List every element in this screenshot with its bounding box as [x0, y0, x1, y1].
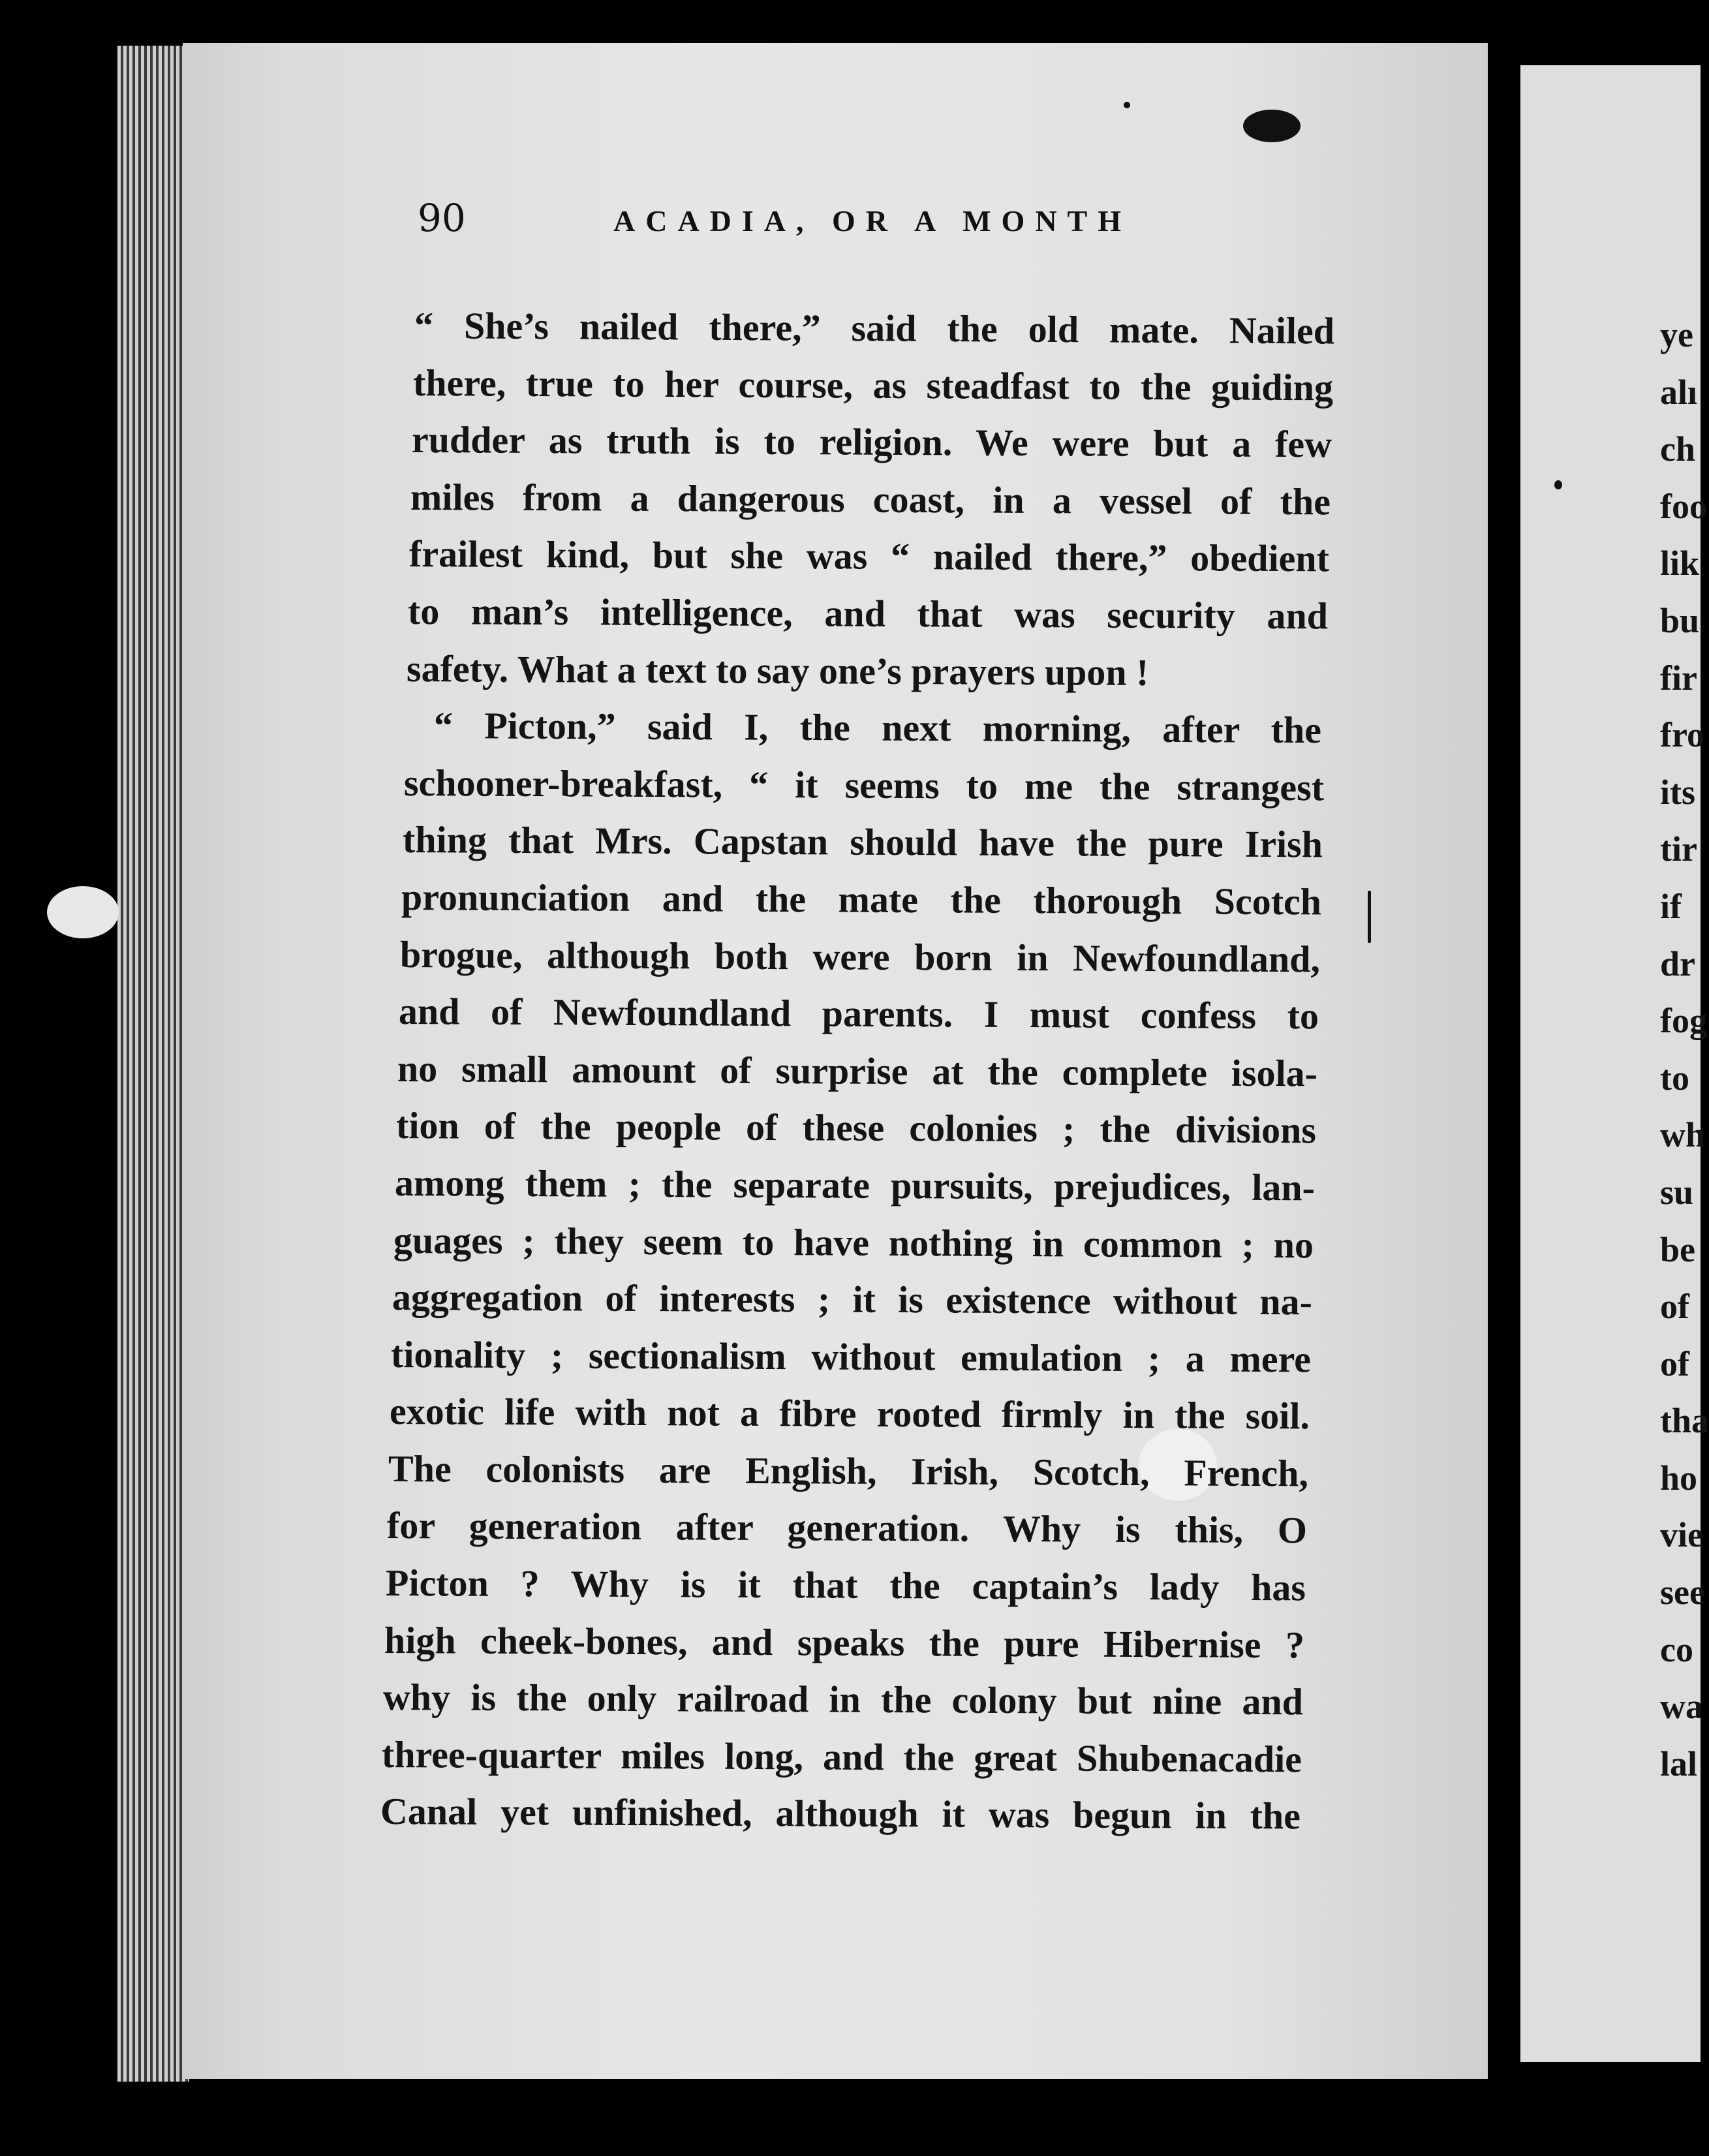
text-line: Picton ? Why is it that the captain’s lady has [385, 1562, 1306, 1609]
text-fragment: of [1660, 1344, 1689, 1383]
page-edges [117, 46, 189, 2082]
text-line: exotic life with not a fibre rooted firmly in the soil. [389, 1390, 1310, 1438]
text-fragment: su [1660, 1172, 1694, 1212]
ink-dot [1554, 480, 1562, 489]
text-fragment: bu [1660, 600, 1700, 640]
text-line: “ She’s nailed there,” said the old mate. Nailed [414, 304, 1335, 352]
text-fragment: ye [1660, 315, 1693, 354]
text-line: high cheek-bones, and speaks the pure Hibernise ? [384, 1618, 1305, 1667]
body-text [380, 297, 1335, 1840]
text-fragment: alı [1660, 372, 1698, 412]
text-fragment: foo [1660, 486, 1707, 526]
text-line: tionality ; sectionalism without emulation ; a mere [390, 1332, 1312, 1381]
running-head: ACADIA, OR A MONTH [613, 204, 1132, 238]
text-line: aggregation of interests ; it is existence without na- [392, 1276, 1313, 1323]
text-line: among them ; the separate pursuits, prejudices, lan- [394, 1161, 1316, 1209]
text-line: guages ; they seem to have nothing in common ; no [393, 1218, 1314, 1266]
text-fragment: be [1660, 1229, 1695, 1269]
text-fragment: to [1660, 1058, 1689, 1098]
text-line: The colonists are English, Irish, Scotch, French, [388, 1447, 1309, 1495]
text-line: brogue, although both were born in Newfoundland, [399, 932, 1321, 980]
text-line: “ Picton,” said I, the next morning, after the [433, 704, 1322, 752]
text-fragment: fog [1660, 1001, 1707, 1041]
text-line: schooner-breakfast, “ it seems to me the strangest [403, 761, 1325, 809]
text-fragment: lik [1660, 544, 1700, 583]
text-fragment: ho [1660, 1458, 1698, 1498]
text-fragment: co [1660, 1629, 1693, 1669]
facing-page-text [1660, 307, 1709, 1793]
text-fragment: tir [1660, 829, 1697, 869]
text-line: thing that Mrs. Capstan should have the pure Irish [402, 818, 1323, 866]
text-fragment: dr [1660, 944, 1695, 983]
text-line: tion of the people of these colonies ; the divisions [395, 1104, 1317, 1152]
text-fragment: fro [1660, 715, 1704, 755]
text-fragment: of [1660, 1287, 1689, 1327]
text-line: and of Newfoundland parents. I must confess to [398, 990, 1319, 1038]
text-fragment: fir [1660, 658, 1697, 698]
text-line: Canal yet unfinished, although it was begun in the [380, 1790, 1301, 1838]
text-line: rudder as truth is to religion. We were but a few [411, 418, 1332, 466]
text-line: for generation after generation. Why is this, O [386, 1504, 1308, 1552]
text-fragment: if [1660, 886, 1682, 926]
text-line: why is the only railroad in the colony but nine and [382, 1676, 1304, 1723]
text-line: frailest kind, but she was “ nailed there,” obedient [408, 532, 1330, 580]
text-line: three-quarter miles long, and the great Shubenacadie [381, 1732, 1302, 1781]
text-line: to man’s intelligence, and that was security and [407, 589, 1329, 638]
text-fragment: wh [1660, 1115, 1706, 1155]
text-line: safety. What a text to say one’s prayers upon ! [406, 647, 1149, 694]
text-line: there, true to her course, as steadfast to the guiding [412, 361, 1334, 408]
text-line: no small amount of surprise at the complete isola- [397, 1047, 1318, 1095]
text-fragment: wa [1660, 1687, 1703, 1727]
paper-tear [47, 886, 119, 938]
text-fragment: vie [1660, 1515, 1703, 1555]
text-fragment: tha [1660, 1401, 1709, 1441]
text-fragment: see [1660, 1573, 1705, 1612]
text-fragment: ch [1660, 429, 1695, 469]
text-line: miles from a dangerous coast, in a vessel of the [410, 475, 1331, 523]
text-fragment: lal [1660, 1744, 1698, 1783]
margin-mark [1368, 891, 1371, 943]
text-fragment: its [1660, 772, 1695, 812]
ink-blot [1243, 110, 1301, 142]
ink-dot [1124, 102, 1130, 108]
text-line: pronunciation and the mate the thorough Scotch [401, 875, 1322, 923]
page-number: 90 [418, 196, 466, 240]
